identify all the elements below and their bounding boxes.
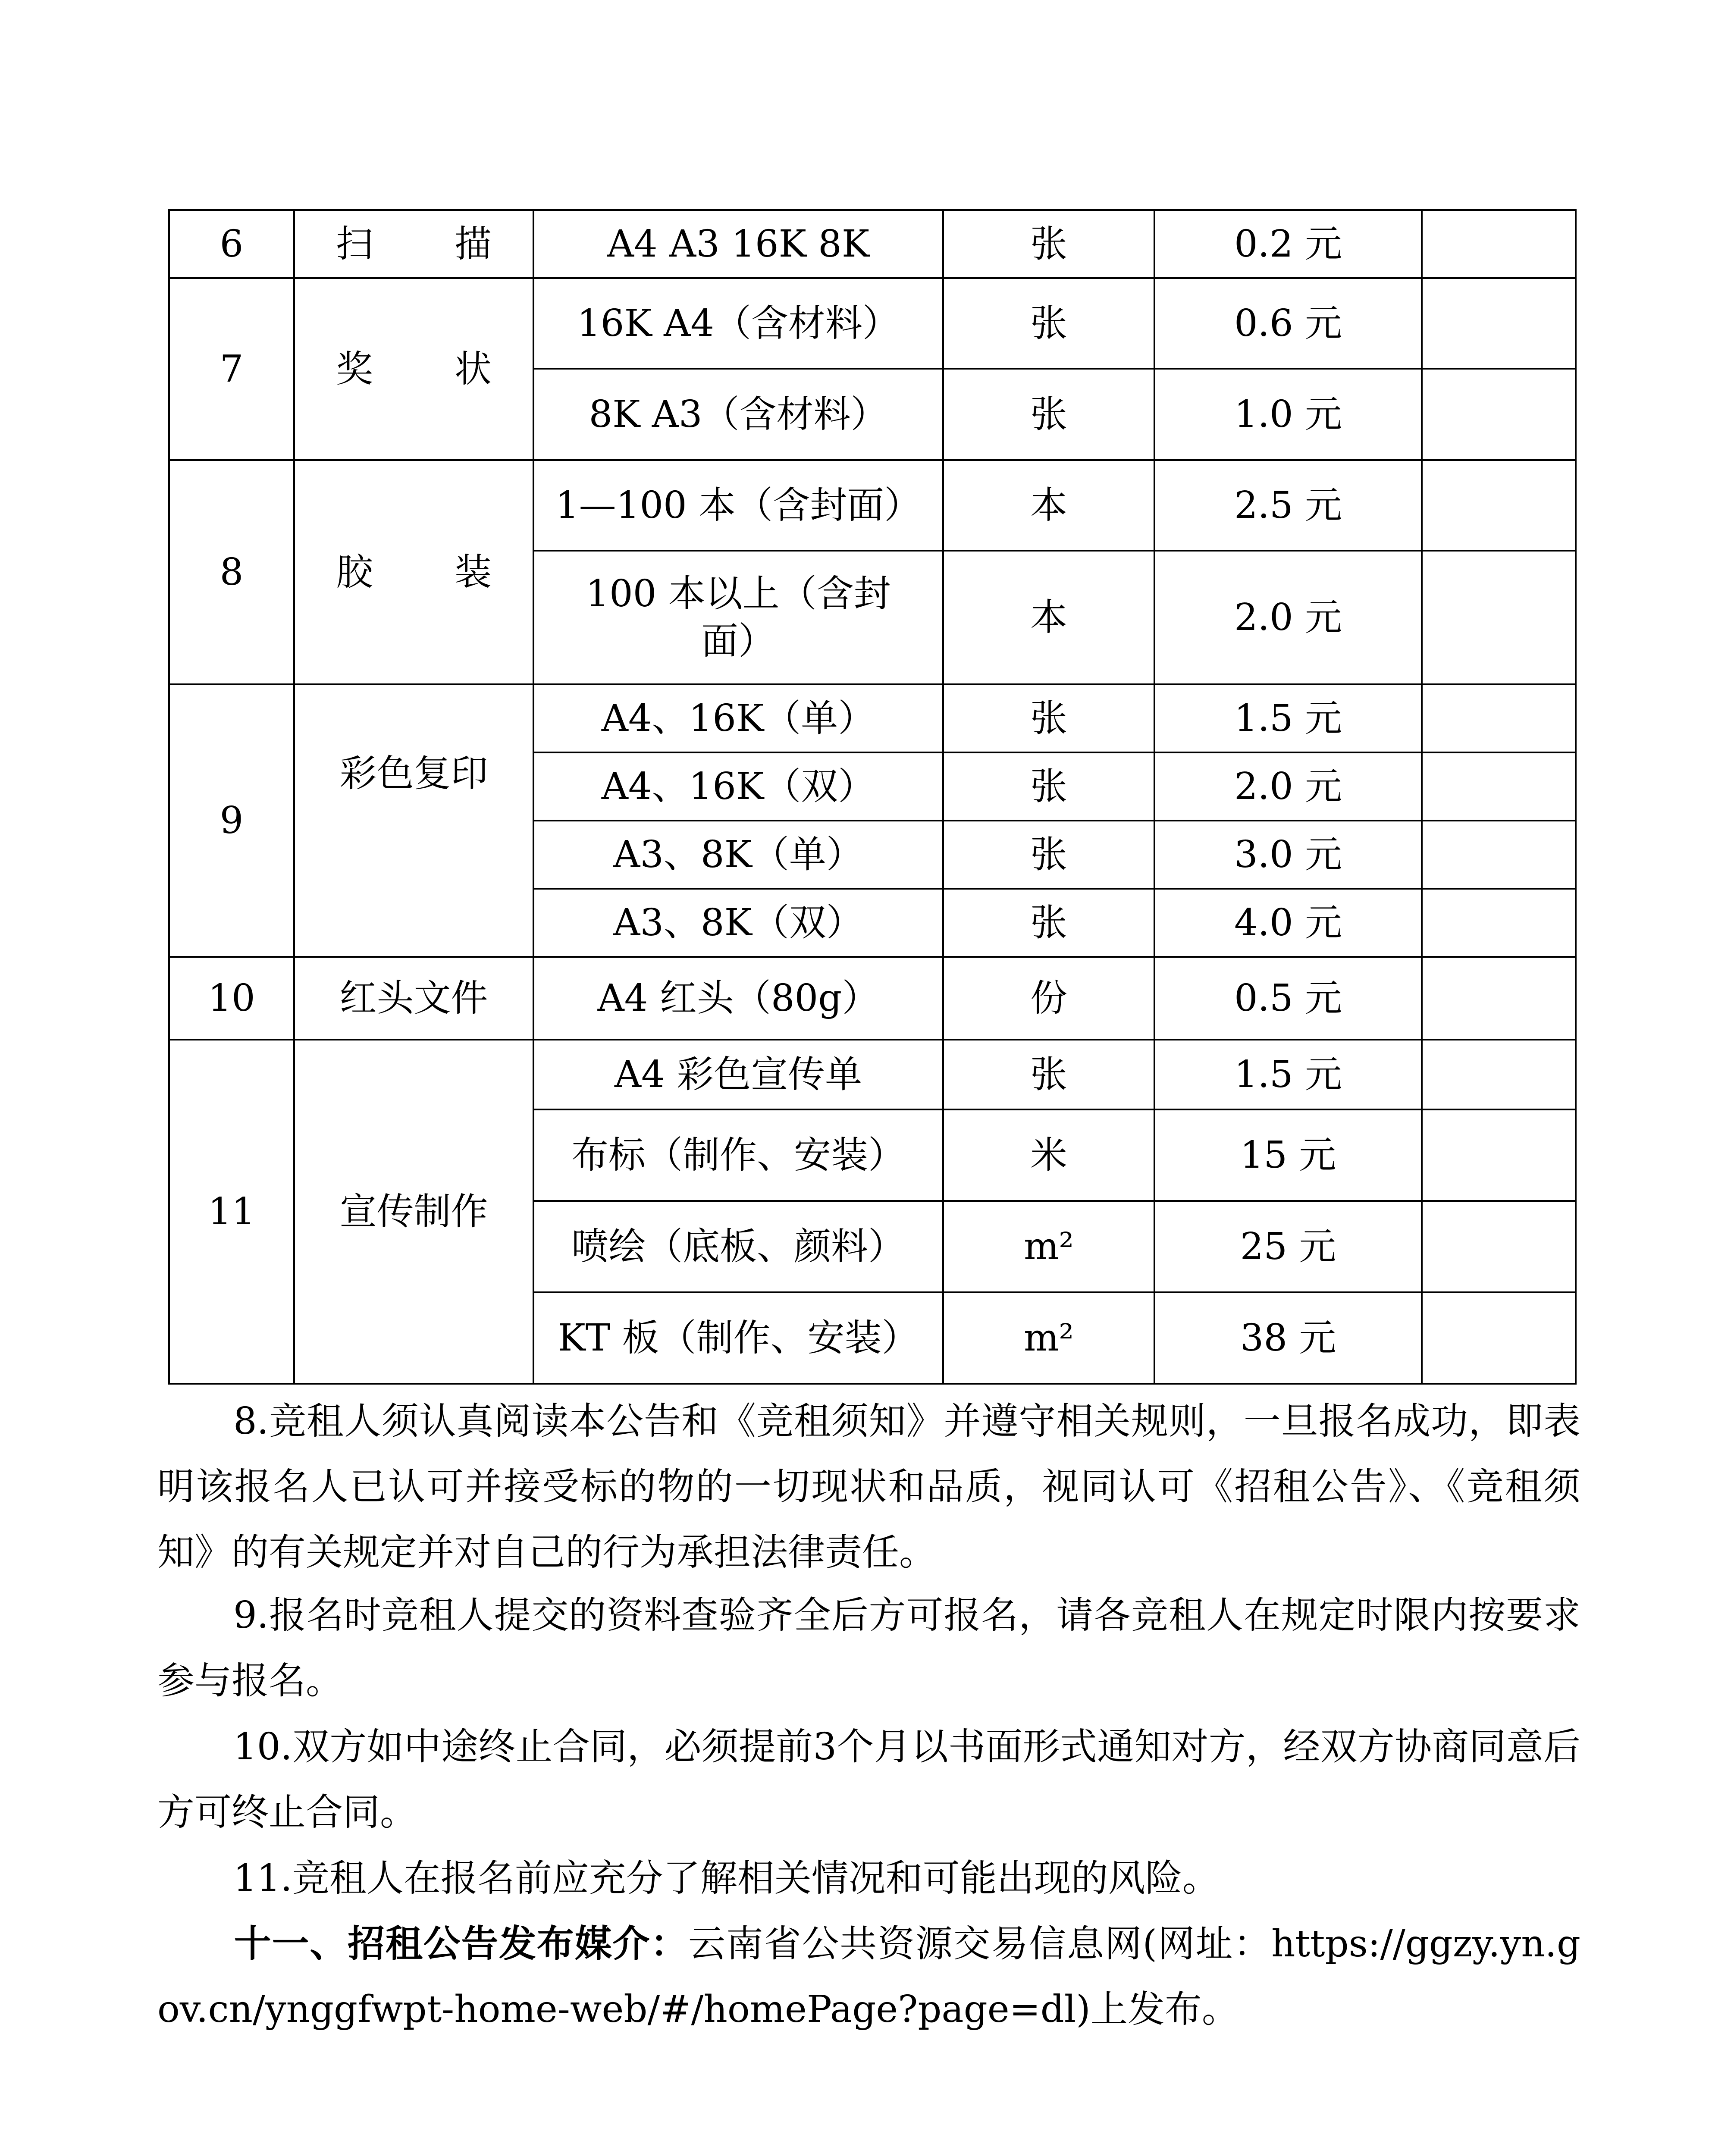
item-spec: 1—100 本（含封面） (533, 460, 943, 551)
item-price: 0.2 元 (1154, 210, 1422, 278)
item-unit: 份 (943, 957, 1154, 1040)
item-number: 11 (169, 1040, 294, 1384)
item-note (1422, 551, 1576, 684)
item-spec: KT 板（制作、安装） (533, 1292, 943, 1384)
item-spec: 8K A3（含材料） (533, 369, 943, 460)
item-spec: A3、8K（双） (533, 889, 943, 957)
item-unit: 张 (943, 210, 1154, 278)
price-table (168, 209, 1577, 1385)
media-section (157, 1911, 1580, 2042)
media-heading: 十一、招租公告发布媒介： (233, 1922, 689, 1965)
item-unit: 本 (943, 551, 1154, 684)
item-note (1422, 278, 1576, 369)
item-note (1422, 889, 1576, 957)
item-spec: 100 本以上（含封面） (533, 551, 943, 684)
item-unit: 张 (943, 369, 1154, 460)
item-number: 7 (169, 278, 294, 460)
item-note (1422, 369, 1576, 460)
paragraph-11 (157, 1846, 1580, 1911)
paragraph-10 (157, 1714, 1580, 1845)
paragraph-8-text: 8.竞租人须认真阅读本公告和《竞租须知》并遵守相关规则，一旦报名成功，即表明该报名人已认可并接受标的物的一切现状和品质，视同认可《招租公告》、《竞租须知》的有关规定并对自己的行为承担法律责任。 (157, 1400, 1580, 1574)
item-spec: A4、16K（单） (533, 684, 943, 752)
item-unit: 张 (943, 684, 1154, 752)
item-price: 0.5 元 (1154, 957, 1422, 1040)
item-note (1422, 752, 1576, 821)
item-unit: 张 (943, 1040, 1154, 1109)
paragraph-8 (157, 1388, 1580, 1585)
table-row (169, 460, 1576, 551)
item-spec: A4 红头（80g） (533, 957, 943, 1040)
item-spec: 16K A4（含材料） (533, 278, 943, 369)
item-spec: A4、16K（双） (533, 752, 943, 821)
item-price: 2.5 元 (1154, 460, 1422, 551)
item-note (1422, 210, 1576, 278)
item-note (1422, 1292, 1576, 1384)
item-price: 2.0 元 (1154, 551, 1422, 684)
table-row (169, 210, 1576, 278)
item-name: 胶 装 (294, 460, 533, 684)
item-number: 6 (169, 210, 294, 278)
item-note (1422, 957, 1576, 1040)
item-name: 奖 状 (294, 278, 533, 460)
item-price: 38 元 (1154, 1292, 1422, 1384)
item-name: 红头文件 (294, 957, 533, 1040)
item-spec: 布标（制作、安装） (533, 1109, 943, 1201)
item-spec: A3、8K（单） (533, 821, 943, 889)
item-price: 15 元 (1154, 1109, 1422, 1201)
paragraph-11-text: 11.竞租人在报名前应充分了解相关情况和可能出现的风险。 (233, 1857, 1220, 1900)
item-spec: 喷绘（底板、颜料） (533, 1201, 943, 1292)
item-note (1422, 1040, 1576, 1109)
table-row (169, 684, 1576, 752)
item-name: 宣传制作 (294, 1040, 533, 1384)
paragraph-10-text: 10.双方如中途终止合同，必须提前3个月以书面形式通知对方，经双方协商同意后方可终止合同。 (157, 1725, 1580, 1834)
item-unit: 张 (943, 752, 1154, 821)
table-row (169, 278, 1576, 369)
item-price: 4.0 元 (1154, 889, 1422, 957)
item-name: 彩色复印 (294, 684, 533, 957)
item-note (1422, 460, 1576, 551)
item-number: 8 (169, 460, 294, 684)
item-price: 3.0 元 (1154, 821, 1422, 889)
media-text: 云南省公共资源交易信息网(网址：https://ggzy.yn.gov.cn/ynggfwpt-home-web/#/homePage?page=dl)上发布。 (157, 1922, 1580, 2031)
item-spec: A4 A3 16K 8K (533, 210, 943, 278)
item-unit: 米 (943, 1109, 1154, 1201)
item-price: 1.5 元 (1154, 1040, 1422, 1109)
table-row (169, 957, 1576, 1040)
item-name: 扫 描 (294, 210, 533, 278)
paragraph-9 (157, 1583, 1580, 1714)
item-note (1422, 1109, 1576, 1201)
item-unit: 本 (943, 460, 1154, 551)
item-note (1422, 684, 1576, 752)
item-number: 9 (169, 684, 294, 957)
item-note (1422, 821, 1576, 889)
item-unit: m² (943, 1201, 1154, 1292)
table-row (169, 1040, 1576, 1109)
item-unit: 张 (943, 278, 1154, 369)
item-unit: 张 (943, 889, 1154, 957)
paragraph-9-text: 9.报名时竞租人提交的资料查验齐全后方可报名，请各竞租人在规定时限内按要求参与报名。 (157, 1594, 1580, 1702)
item-spec: A4 彩色宣传单 (533, 1040, 943, 1109)
item-price: 0.6 元 (1154, 278, 1422, 369)
item-price: 25 元 (1154, 1201, 1422, 1292)
item-price: 2.0 元 (1154, 752, 1422, 821)
item-price: 1.5 元 (1154, 684, 1422, 752)
item-unit: 张 (943, 821, 1154, 889)
item-unit: m² (943, 1292, 1154, 1384)
item-number: 10 (169, 957, 294, 1040)
item-price: 1.0 元 (1154, 369, 1422, 460)
item-note (1422, 1201, 1576, 1292)
